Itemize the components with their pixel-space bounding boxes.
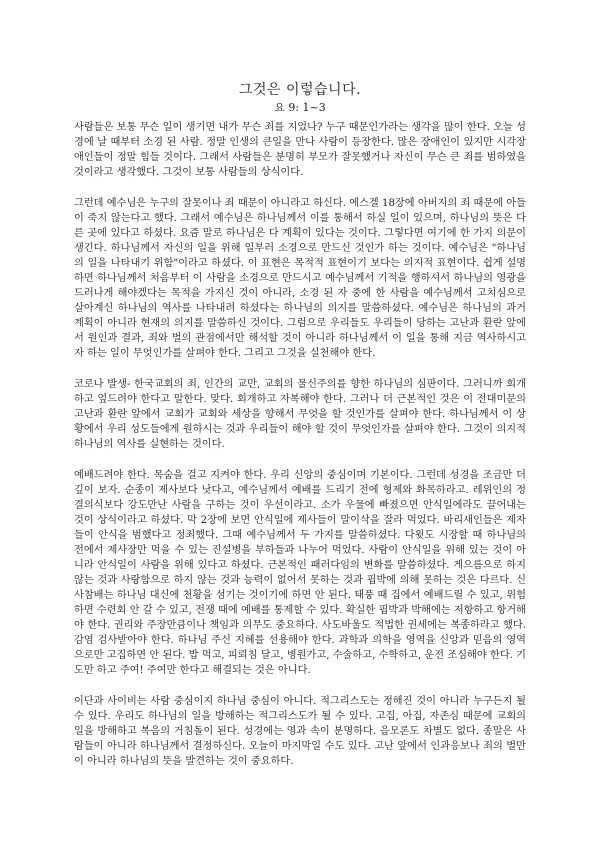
document-body bbox=[74, 120, 526, 785]
paragraph: 코로나 발생- 한국교회의 죄, 인간의 교만, 교회의 물신주의를 향한 하나님의 심판이다. 그러니까 회개하고 엎드려야 한다고 말한다. 맞다. 회개하고 자복해야 한다. 그러나 더 근본적인 것은 이 전대미문의 고난과 환란 앞에서 교회가 교회와 세상을 향해서 무엇을 할 것인가를 살펴야 한다. 하나님께서 이 상황에서 우리 성도들에게 원하시는 것과 우리들이 해야 할 것이 무엇인가를 살펴야 한다. 그것이 의지적 하나님의 역사를 실현하는 것이다. bbox=[74, 379, 526, 450]
paragraph: 그런데 예수님은 누구의 잘못이나 죄 때문이 아니라고 하신다. 에스겔 18장에 아버지의 죄 때문에 아들이 죽지 않는다고 했다. 그래서 예수님은 하나님께서 이를 통해서 하실 일이 있으며, 하나님의 뜻은 다른 곳에 있다고 하셨다. 요즘 말로 하나님은 다 계획이 있다는 것이다. 그렇다면 여기에 한 가지 의문이 생긴다. 하나님께서 자신의 일을 위해 일부러 소경으로 만드신 것인가 하는 것이다. 예수님은 "하나님의 일을 나타내기 위함"이라고 하셨다. 이 표현은 목적적 표현이기 보다는 의지적 표현이다. 쉽게 설명하면 하나님께서 처음부터 이 사람을 소경으로 만드시고 예수님께서 기적을 행하셔서 하나님의 영광을 드러나게 해야겠다는 목적을 가지신 것이 아니라, 소경 된 자 중에 한 사람을 예수님께서 고치심으로 살아계신 하나님의 역사를 나타내려 하셨다는 하나님의 의지를 말씀하셨다. 예수님은 하나님의 과거 계획이 아니라 현재의 의지를 말씀하신 것이다. 그럼으로 우리들도 우리들이 당하는 고난과 환란 앞에서 원인과 결과, 죄와 벌의 관점에서만 해석할 것이 아니라 하나님께서 이 일을 통해 지금 역사하시고자 하는 일이 무엇인가를 살펴야 한다. 그리고 그것을 실천해야 한다. bbox=[74, 198, 526, 359]
paragraph: 사람들은 보통 무슨 일이 생기면 내가 무슨 죄를 지었나? 누구 때문인가라는 생각을 많이 한다. 오늘 성경에 날 때부터 소경 된 사람. 정말 인생의 큰일을 만나 사람이 등장한다. 많은 장애인이 있지만 시각장애인들이 정말 힘들 것이다. 그래서 사람들은 분명히 부모가 잘못했거나 자신이 무슨 큰 죄를 범하였을 것이라고 생각했다. 그것이 보통 사람들의 상식이다. bbox=[74, 122, 526, 178]
scripture-reference: 요 9: 1~3 bbox=[274, 101, 326, 114]
page-title: 그것은 이렇습니다. bbox=[238, 82, 362, 98]
paragraph: 예배드려야 한다. 목숨을 걸고 지켜야 한다. 우리 신앙의 중심이며 기본이다. 그런데 성경을 조금만 더 깊이 보자. 순종이 제사보다 낫다고, 예수님께서 예배를 드리기 전에 형제와 화목하라고. 레위인의 정결의식보다 강도만난 사람을 구하는 것이 우선이라고. 소가 우물에 빠졌으면 안식일에라도 끌어내는 것이 상식이라고 하셨다. 막 2장에 보면 안식일에 제사들이 말이삭을 잘라 먹었다. 바리새인들은 제자들이 안식을 범했다고 정죄했다. 그때 예수님께서 두 가지를 말씀하셨다. 다윗도 시장할 때 하나님의 전에서 제사장만 먹을 수 있는 진설병을 부하들과 나누어 먹었다. 사람이 안식일을 위해 있는 것이 아니라 안식일이 사람을 위해 있다고 하셨다. 근본적인 패러다임의 변화를 말씀하셨다. 게으름으로 하지 않는 것과 사랑함으로 하지 않는 것과 능력이 없어서 못하는 것과 핍박에 의해 못하는 것은 다르다. 신사참배는 하나님 대신에 천황을 섬기는 것이기에 하면 안 된다. 태풍 때 집에서 예배드릴 수 있고, 위험하면 수련회 안 갈 수 있고, 전쟁 때에 예배를 통제할 수 있다. 확실한 핍박과 박해에는 저항하고 항거해야 한다. 권리와 주장만큼이나 책임과 의무도 중요하다. 사도바울도 적법한 권세에는 복종하라고 했다. 감염 검사받아야 한다. 하나님 주신 지혜를 선용해야 한다. 과학과 의학을 영역을 신앙과 믿음의 영역으로만 고집하면 안 된다. 밥 먹고, 피뢰침 달고, 병원가고, 수술하고, 수학하고, 운전 조심해야 한다. 기도만 하고 주여! 주여만 한다고 해결되는 것은 아니다. bbox=[74, 470, 526, 676]
paragraph: 이단과 사이비는 사람 중심이지 하나님 중심이 아니다. 적그리스도는 정해진 것이 아니라 누구든지 될 수 있다. 우리도 하나님의 일을 방해하는 적그리스도가 될 수 있다. 고집, 아집, 자존심 때문에 교회의 일을 방해하고 복음의 거침돌이 된다. 성경에는 영과 속이 분명하다. 음모론도 차별도 없다. 종말은 사람들이 아니라 하나님께서 결정하신다. 오늘이 마지막일 수도 있다. 고난 앞에서 인과응보나 죄의 벌만이 아니라 하나님의 뜻을 발견하는 것이 중요하다. bbox=[74, 696, 526, 767]
